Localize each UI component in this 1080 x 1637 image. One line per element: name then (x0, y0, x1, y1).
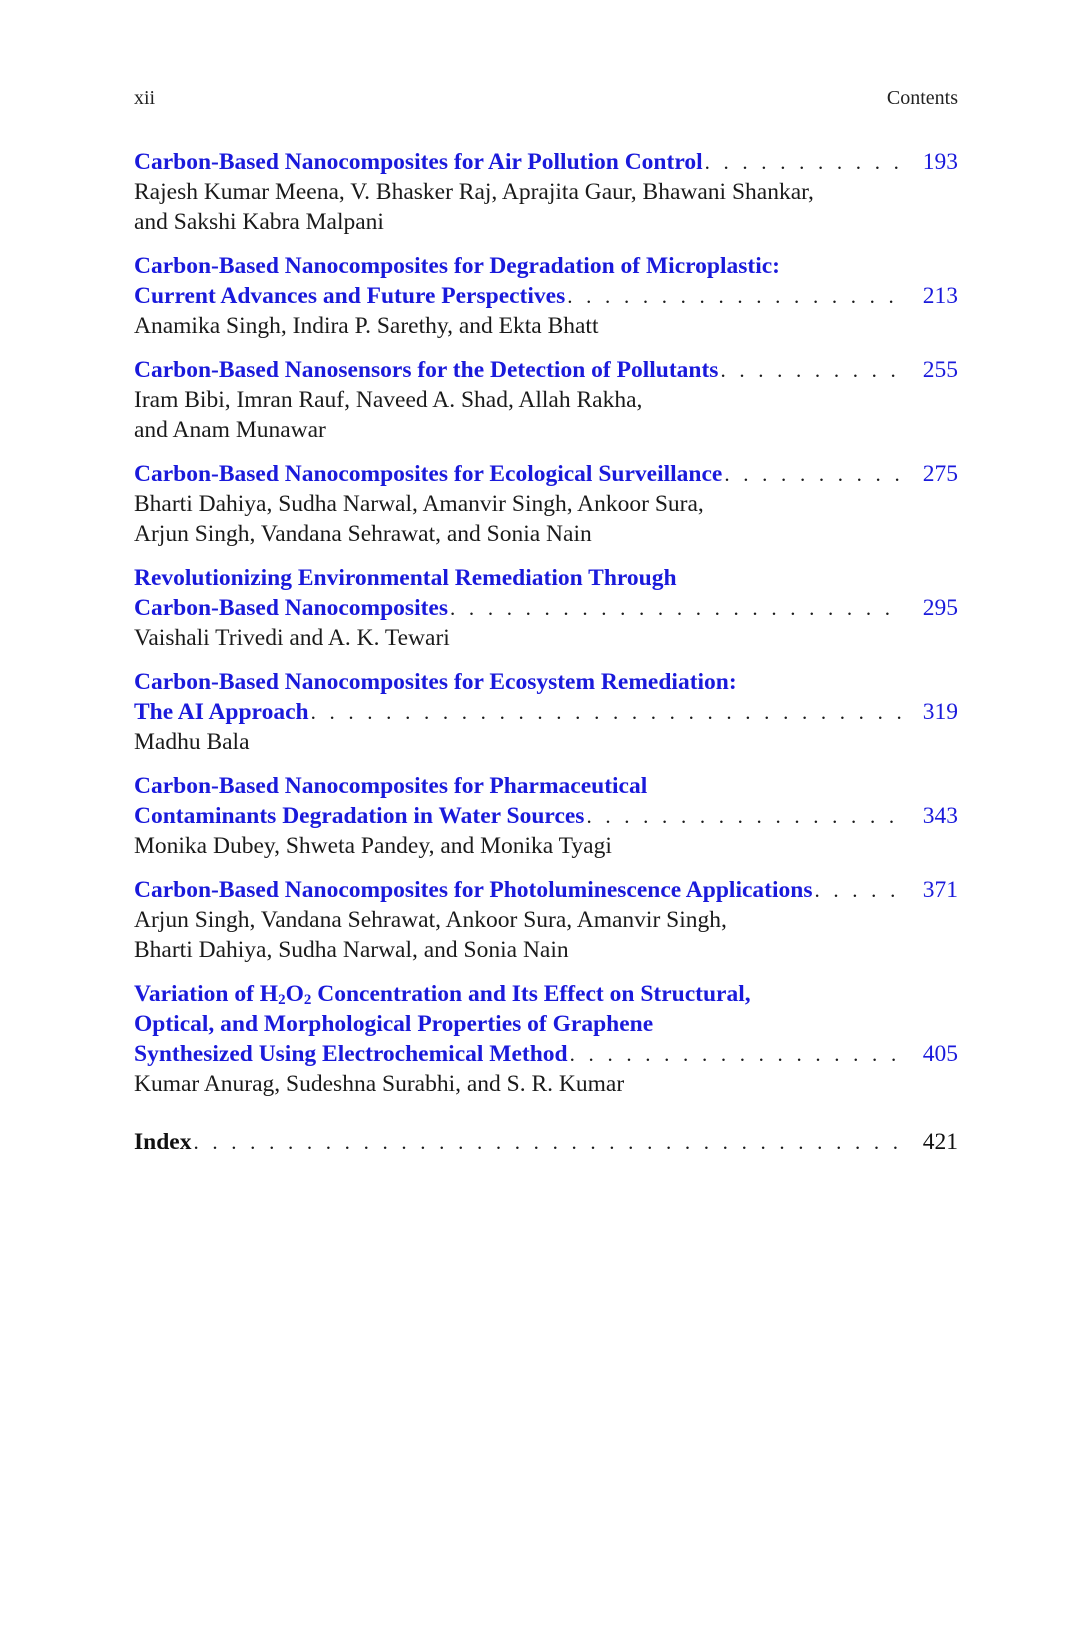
toc-entry (134, 563, 958, 653)
page-number-link[interactable]: 275 (922, 461, 958, 487)
page-number-link[interactable]: 255 (922, 357, 958, 383)
toc-entry (134, 771, 958, 861)
chapter-title-link[interactable]: Carbon-Based Nanocomposites for Ecosystem Remediation: (134, 669, 737, 695)
chapter-authors: and Sakshi Kabra Malpani (134, 209, 384, 235)
chapter-title-link[interactable]: Current Advances and Future Perspectives (134, 283, 566, 309)
chapter-authors: Vaishali Trivedi and A. K. Tewari (134, 625, 450, 651)
page-number-link[interactable]: 421 (922, 1129, 958, 1155)
toc-entry (134, 667, 958, 757)
toc-entry (134, 147, 958, 237)
section-title: Contents (886, 87, 958, 109)
chapter-title-link[interactable]: The AI Approach (134, 699, 309, 725)
page-number-link[interactable]: 405 (922, 1041, 958, 1067)
chapter-authors: and Anam Munawar (134, 417, 326, 443)
chapter-authors: Rajesh Kumar Meena, V. Bhasker Raj, Aprajita Gaur, Bhawani Shankar, (134, 179, 814, 205)
chapter-title-link[interactable]: Contaminants Degradation in Water Sources (134, 803, 585, 829)
chapter-authors: Monika Dubey, Shweta Pandey, and Monika Tyagi (134, 833, 612, 859)
chapter-title-link[interactable]: Synthesized Using Electrochemical Method (134, 1041, 568, 1067)
chapter-authors: Arjun Singh, Vandana Sehrawat, Ankoor Sura, Amanvir Singh, (134, 907, 727, 933)
chapter-title-link[interactable]: Carbon-Based Nanosensors for the Detection of Pollutants (134, 357, 719, 383)
table-of-contents (134, 147, 958, 1171)
page-number-link[interactable]: 319 (922, 699, 958, 725)
page-number-roman: xii (134, 87, 156, 109)
dot-leader (720, 355, 904, 385)
chapter-title-link[interactable]: Carbon-Based Nanocomposites for Photoluminescence Applications (134, 877, 813, 903)
chapter-title-link[interactable]: Carbon-Based Nanocomposites for Degradation of Microplastic: (134, 253, 780, 279)
page-number-link[interactable]: 213 (922, 283, 958, 309)
dot-leader (311, 697, 904, 727)
dot-leader (814, 875, 904, 905)
dot-leader (724, 459, 904, 489)
toc-entry (134, 355, 958, 445)
chapter-authors: Bharti Dahiya, Sudha Narwal, and Sonia Nain (134, 937, 569, 963)
toc-entry (134, 875, 958, 965)
chapter-title-link[interactable]: Carbon-Based Nanocomposites for Ecological Surveillance (134, 461, 723, 487)
dot-leader (193, 1127, 904, 1157)
running-head (134, 86, 958, 110)
dot-leader (586, 801, 904, 831)
toc-entry (134, 979, 958, 1099)
chapter-title-link[interactable]: Carbon-Based Nanocomposites (134, 595, 449, 621)
dot-leader (450, 593, 904, 623)
chapter-title-link[interactable]: Carbon-Based Nanocomposites for Pharmaceutical (134, 773, 648, 799)
page-number-link[interactable]: 343 (922, 803, 958, 829)
chapter-authors: Bharti Dahiya, Sudha Narwal, Amanvir Singh, Ankoor Sura, (134, 491, 704, 517)
chapter-title-link[interactable]: Optical, and Morphological Properties of Graphene (134, 1011, 654, 1037)
chapter-authors: Madhu Bala (134, 729, 250, 755)
chapter-authors: Anamika Singh, Indira P. Sarethy, and Ekta Bhatt (134, 313, 599, 339)
toc-entry-index (134, 1127, 958, 1157)
toc-entry (134, 459, 958, 549)
page-number-link[interactable]: 295 (922, 595, 958, 621)
page-number-link[interactable]: 371 (922, 877, 958, 903)
dot-leader (570, 1039, 904, 1069)
dot-leader (567, 281, 904, 311)
chapter-authors: Arjun Singh, Vandana Sehrawat, and Sonia Nain (134, 521, 592, 547)
index-title-link[interactable]: Index (134, 1129, 192, 1155)
page-number-link[interactable]: 193 (922, 149, 958, 175)
chapter-authors: Iram Bibi, Imran Rauf, Naveed A. Shad, Allah Rakha, (134, 387, 643, 413)
toc-entry (134, 251, 958, 341)
chapter-title-link[interactable]: Carbon-Based Nanocomposites for Air Pollution Control (134, 149, 703, 175)
dot-leader (705, 147, 904, 177)
chapter-authors: Kumar Anurag, Sudeshna Surabhi, and S. R. Kumar (134, 1071, 625, 1097)
chapter-title-link[interactable]: Revolutionizing Environmental Remediation Through (134, 565, 677, 591)
chapter-title-link[interactable]: Variation of $H_2O_2$ Concentration and Its Effect on Structural, (134, 981, 751, 1008)
